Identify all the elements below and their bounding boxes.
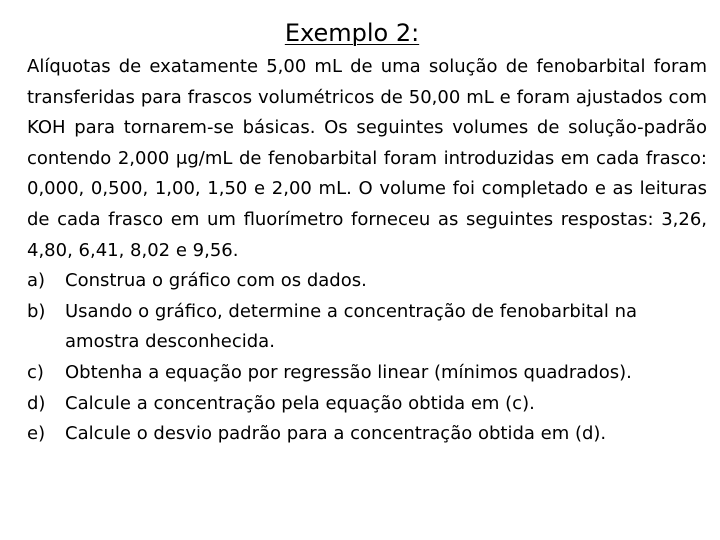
question-item-b bbox=[27, 297, 707, 358]
question-marker: a) bbox=[27, 270, 46, 292]
question-item-a bbox=[27, 266, 707, 297]
question-list bbox=[27, 266, 707, 450]
slide-title bbox=[0, 18, 704, 48]
question-text: Obtenha a equação por regressão linear (mínimos quadrados). bbox=[65, 361, 632, 383]
question-item-c bbox=[27, 358, 707, 389]
slide-body bbox=[27, 52, 707, 450]
question-marker: e) bbox=[27, 423, 46, 445]
problem-statement: Alíquotas de exatamente 5,00 mL de uma solução de fenobarbital foram transferidas para frascos volumétricos de 50,00 mL e foram ajustados com KOH para tornarem-se básicas. Os seguintes volumes de solução-padrão contendo 2,000 μg/mL de fenobarbital foram introduzidas em cada frasco: 0,000, 0,500, 1,00, 1,50 e 2,00 mL. O volume foi completado e as leituras de cada frasco em um fluorímetro forneceu as seguintes respostas: 3,26, 4,80, 6,41, 8,02 e 9,56. bbox=[27, 56, 707, 261]
question-item-d bbox=[27, 389, 707, 420]
question-text: Calcule o desvio padrão para a concentração obtida em (d). bbox=[65, 423, 607, 445]
question-text: Usando o gráfico, determine a concentração de fenobarbital na amostra desconhecida. bbox=[65, 300, 638, 353]
question-text: Calcule a concentração pela equação obtida em (c). bbox=[65, 392, 535, 414]
question-item-e bbox=[27, 419, 707, 450]
question-marker: c) bbox=[27, 361, 44, 383]
title-text: Exemplo 2: bbox=[284, 19, 420, 47]
question-marker: d) bbox=[27, 392, 46, 414]
question-text: Construa o gráfico com os dados. bbox=[65, 270, 367, 292]
question-marker: b) bbox=[27, 300, 46, 322]
